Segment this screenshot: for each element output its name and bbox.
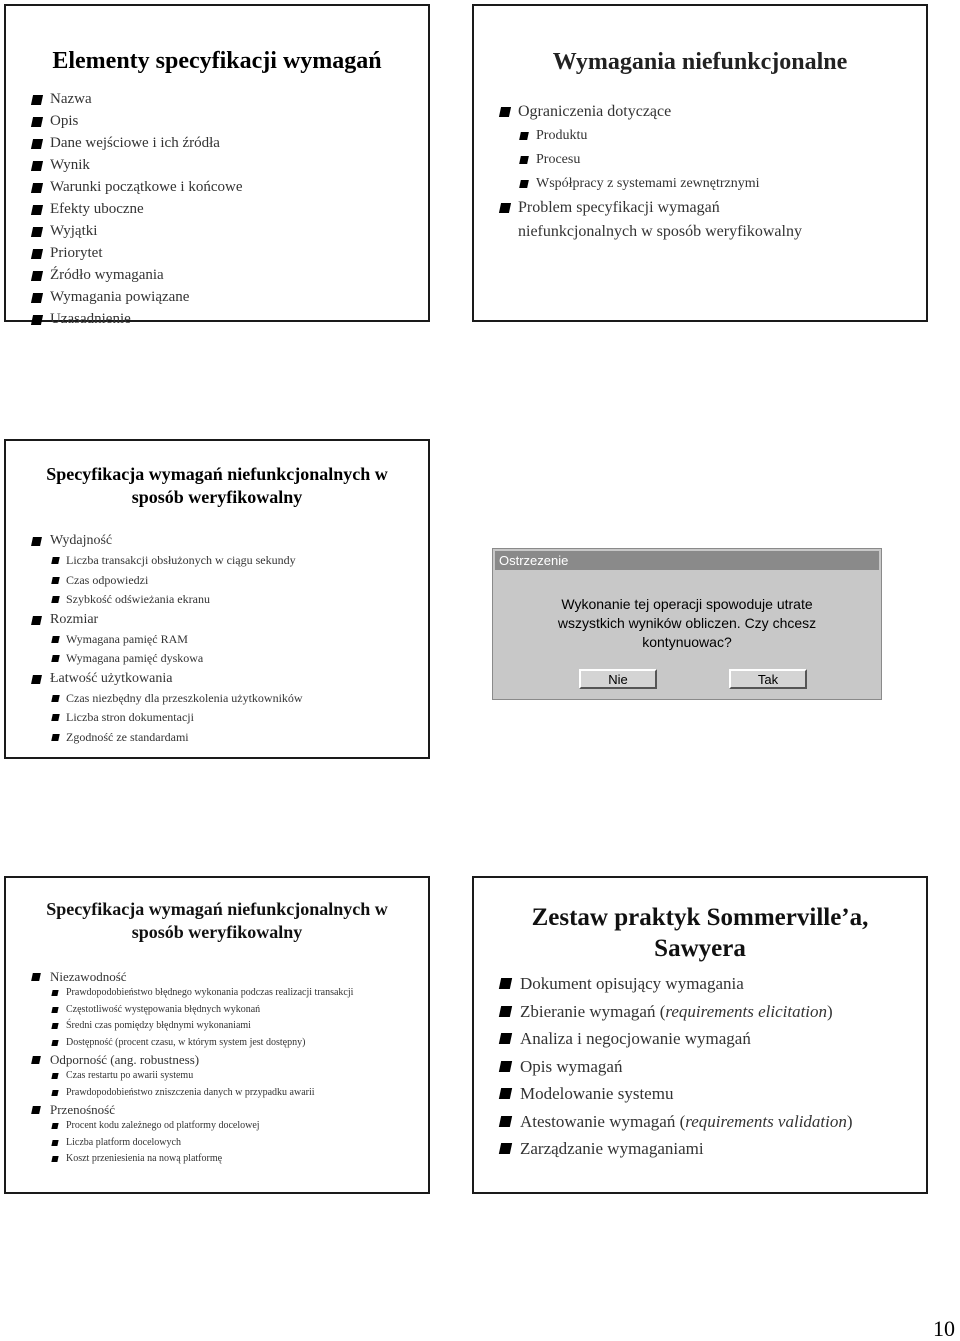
- title-line: Sawyera: [654, 935, 746, 962]
- item-tail: ): [827, 1001, 833, 1021]
- list-item: [500, 1108, 853, 1136]
- list-item: Priorytet: [32, 246, 242, 268]
- sub-list-item: Liczba platform docelowych: [52, 1135, 353, 1152]
- message-line: kontynuowac?: [642, 634, 732, 650]
- slide-specyfikacja-weryfikowalna-2: [4, 876, 430, 1194]
- list-item: Niezawodność: [32, 968, 353, 985]
- sub-list-item: Czas odpowiedzi: [52, 571, 303, 591]
- slide-title: Wymagania niefunkcjonalne: [552, 49, 848, 75]
- title-line: Zestaw praktyk Sommerville’a,: [531, 904, 869, 931]
- sub-list-item: Produktu: [520, 124, 802, 148]
- list-item: Wyjątki: [32, 224, 242, 246]
- item-text: Zbieranie wymagań (: [520, 1001, 666, 1021]
- item-tail: ): [846, 1111, 853, 1131]
- message-line: Wykonanie tej operacji spowoduje utrate: [561, 596, 813, 612]
- list-item: Dane wejściowe i ich źródła: [32, 136, 242, 158]
- sub-list-item: Procent kodu zależnego od platformy docelowej: [52, 1118, 353, 1135]
- list-item: Opis: [32, 114, 242, 136]
- slide-wymagania-niefunkcjonalne: [472, 4, 928, 322]
- bullet-list: [500, 970, 853, 1163]
- sub-list-item: Koszt przeniesienia na nową platformę: [52, 1151, 353, 1168]
- sub-list-item: Czas niezbędny dla przeszkolenia użytkowników: [52, 689, 303, 709]
- list-item: Przenośność: [32, 1101, 353, 1118]
- title-line: Specyfikacja wymagań niefunkcjonalnych w: [46, 464, 388, 484]
- slide-elementy-specyfikacji: [4, 4, 430, 327]
- list-item: Łatwość użytkowania: [32, 669, 303, 689]
- sub-list-item: Procesu: [520, 148, 802, 172]
- item-term: requirements elicitation: [665, 1001, 828, 1021]
- dialog-message: [503, 595, 871, 652]
- title-line: sposób weryfikowalny: [131, 487, 303, 507]
- slide-title: Elementy specyfikacji wymagań: [52, 48, 382, 74]
- list-item: [500, 196, 802, 244]
- item-line: niefunkcjonalnych w sposób weryfikowalny: [518, 223, 802, 240]
- sub-list-item: Prawdopodobieństwo zniszczenia danych w przypadku awarii: [52, 1085, 353, 1102]
- item-term: requirements validation: [685, 1111, 847, 1131]
- sub-list-item: Liczba transakcji obsłużonych w ciągu sekundy: [52, 551, 303, 571]
- list-item: Ograniczenia dotyczące: [500, 100, 802, 124]
- bullet-list: [32, 531, 303, 747]
- list-item: Warunki początkowe i końcowe: [32, 180, 242, 202]
- sub-list-item: Liczba stron dokumentacji: [52, 708, 303, 728]
- slide-specyfikacja-weryfikowalna-1: [4, 439, 430, 759]
- sub-list-item: Czas restartu po awarii systemu: [52, 1068, 353, 1085]
- list-item: Uzasadnienie: [32, 312, 242, 334]
- bullet-list: [32, 968, 353, 1168]
- sub-list-item: Średni czas pomiędzy błędnymi wykonaniami: [52, 1018, 353, 1035]
- slide-title: [474, 902, 926, 964]
- message-line: wszystkich wyników obliczen. Czy chcesz: [557, 615, 817, 631]
- item-line: Problem specyfikacji wymagań: [518, 199, 720, 216]
- list-item: Wymagania powiązane: [32, 290, 242, 312]
- list-item: Wynik: [32, 158, 242, 180]
- list-item: Opis wymagań: [500, 1053, 853, 1081]
- sub-list-item: Zgodność ze standardami: [52, 728, 303, 748]
- sub-list-item: Częstotliwość występowania błędnych wykonań: [52, 1002, 353, 1019]
- title-line: sposób weryfikowalny: [131, 922, 303, 942]
- dialog-title-bar: Ostrzezenie: [495, 551, 879, 570]
- list-item: Wydajność: [32, 531, 303, 551]
- no-button[interactable]: Nie: [579, 669, 657, 689]
- yes-button[interactable]: Tak: [729, 669, 807, 689]
- sub-list-item: Wymagana pamięć RAM: [52, 630, 303, 650]
- title-line: Specyfikacja wymagań niefunkcjonalnych w: [46, 899, 388, 919]
- bullet-list: [500, 100, 802, 244]
- sub-list-item: Prawdopodobieństwo błędnego wykonania podczas realizacji transakcji: [52, 985, 353, 1002]
- slide-title: [6, 463, 428, 509]
- sub-list-item: Szybkość odświeżania ekranu: [52, 590, 303, 610]
- list-item: Dokument opisujący wymagania: [500, 970, 853, 998]
- warning-dialog: [492, 548, 882, 700]
- page-number: 10: [933, 1316, 955, 1341]
- list-item: Nazwa: [32, 92, 242, 114]
- item-text: Atestowanie wymagań (: [520, 1111, 686, 1131]
- sub-list-item: Dostępność (procent czasu, w którym system jest dostępny): [52, 1035, 353, 1052]
- sub-list-item: Wymagana pamięć dyskowa: [52, 649, 303, 669]
- list-item: Efekty uboczne: [32, 202, 242, 224]
- list-item: Analiza i negocjowanie wymagań: [500, 1025, 853, 1053]
- slide-zestaw-praktyk: [472, 876, 928, 1194]
- list-item: Modelowanie systemu: [500, 1080, 853, 1108]
- list-item: Odporność (ang. robustness): [32, 1051, 353, 1068]
- list-item: Rozmiar: [32, 610, 303, 630]
- slide-title: [6, 898, 428, 944]
- list-item: [500, 998, 853, 1026]
- bullet-list: [32, 92, 242, 334]
- list-item: Źródło wymagania: [32, 268, 242, 290]
- sub-list-item: Współpracy z systemami zewnętrznymi: [520, 172, 802, 196]
- list-item: Zarządzanie wymaganiami: [500, 1135, 853, 1163]
